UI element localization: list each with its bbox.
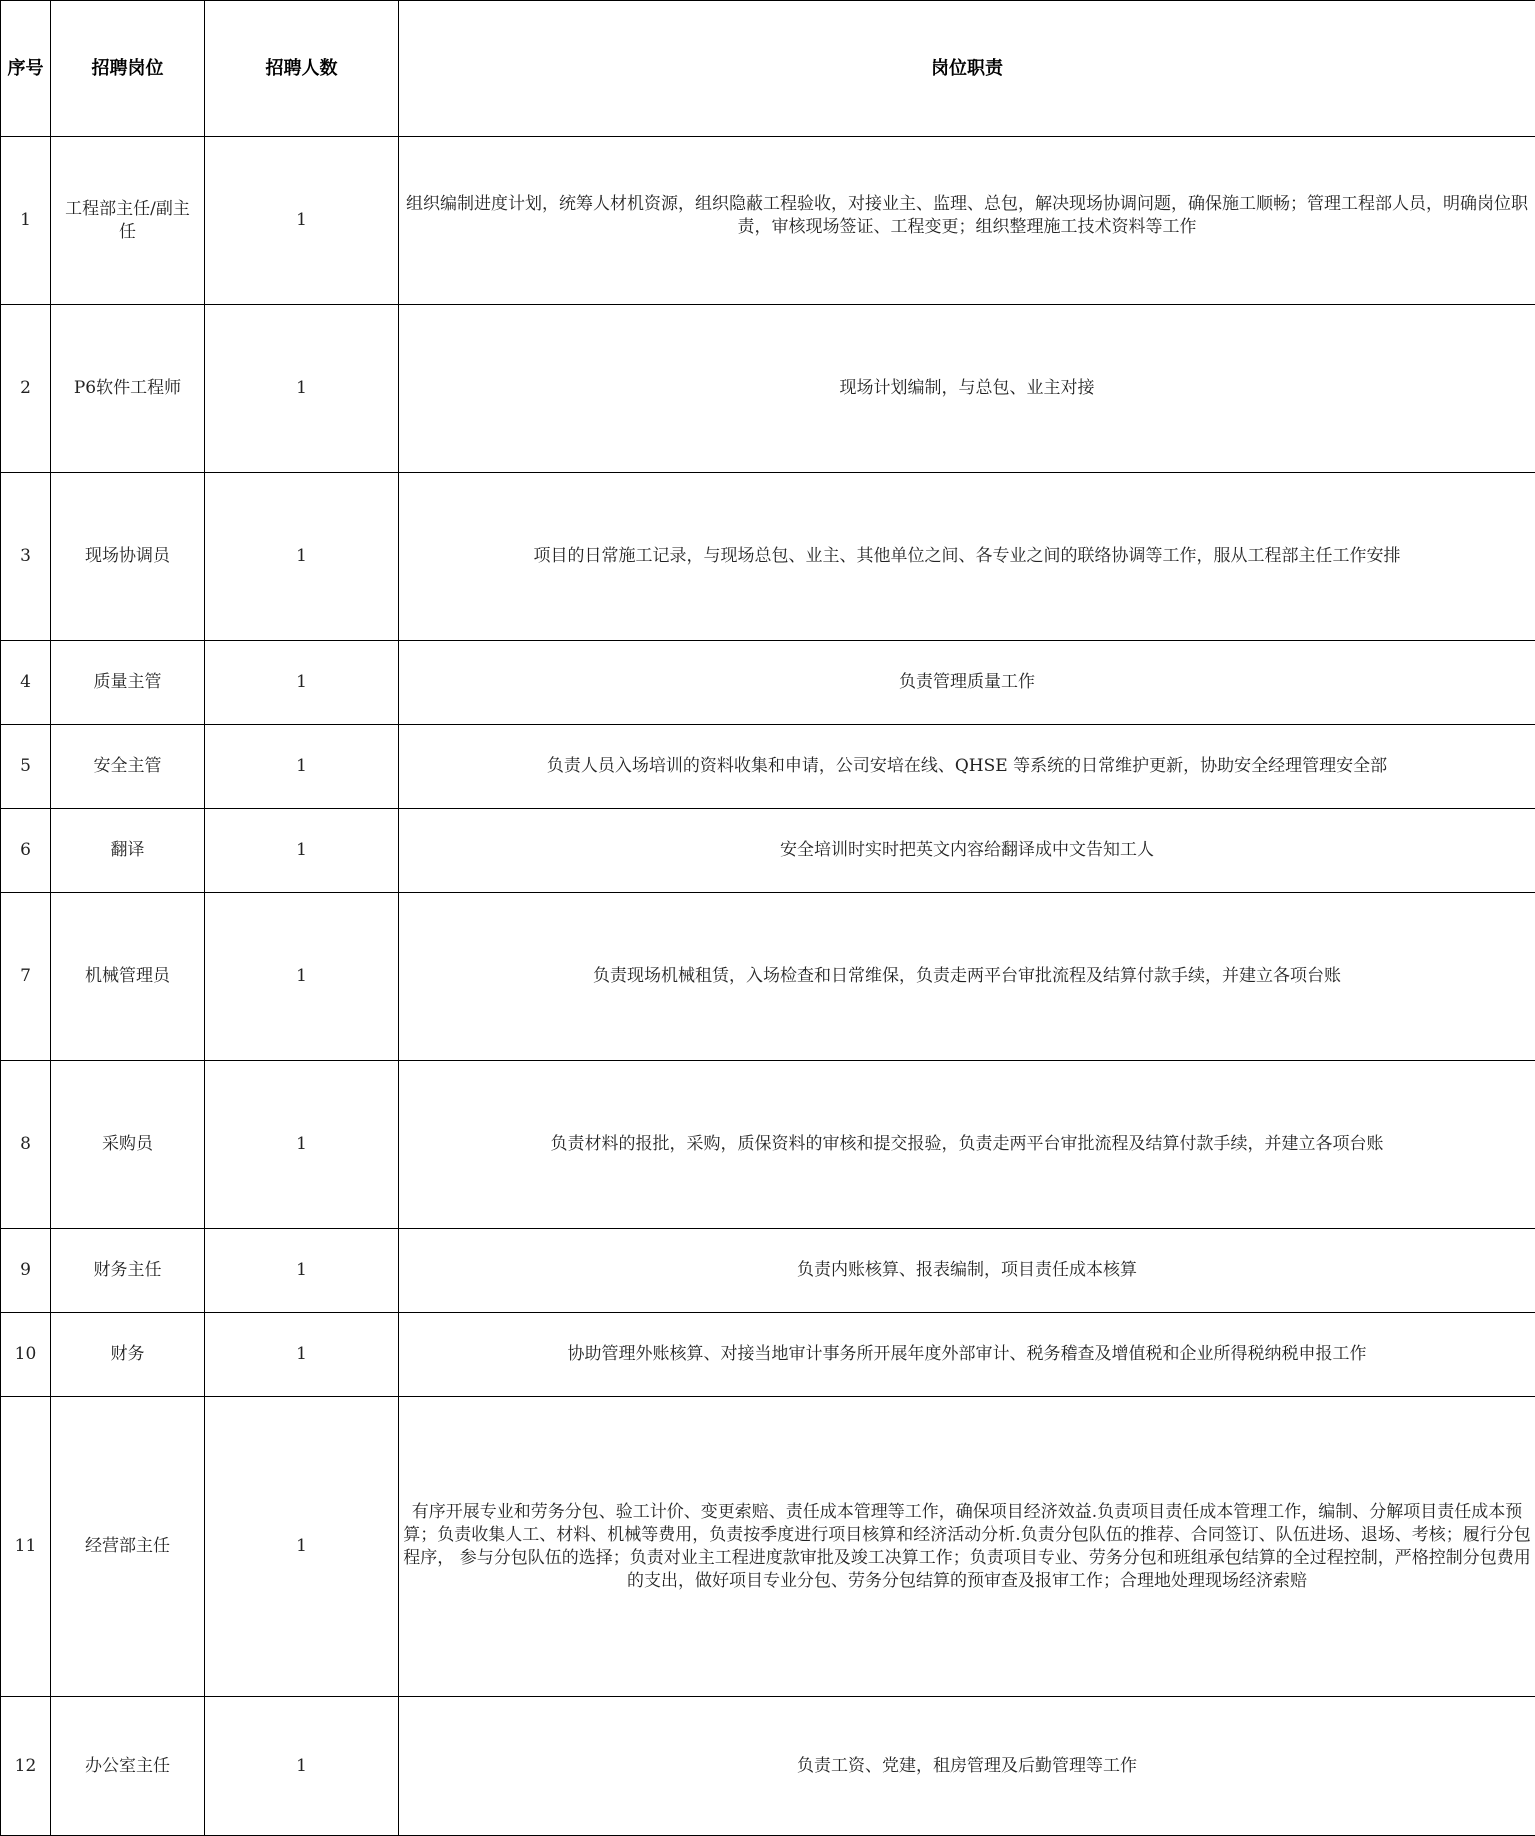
cell-position: 现场协调员 [51, 473, 205, 641]
cell-duty: 负责材料的报批，采购，质保资料的审核和提交报验，负责走两平台审批流程及结算付款手续，并建立各项台账 [399, 1061, 1535, 1229]
cell-duty: 现场计划编制，与总包、业主对接 [399, 305, 1535, 473]
cell-serial-number: 7 [1, 893, 51, 1061]
cell-serial-number: 1 [1, 137, 51, 305]
table-row [1, 641, 1535, 725]
cell-duty: 项目的日常施工记录，与现场总包、业主、其他单位之间、各专业之间的联络协调等工作，服从工程部主任工作安排 [399, 473, 1535, 641]
table-row [1, 305, 1535, 473]
cell-serial-number: 2 [1, 305, 51, 473]
cell-duty: 安全培训时实时把英文内容给翻译成中文告知工人 [399, 809, 1535, 893]
header-serial-number: 序号 [1, 1, 51, 137]
table-row [1, 725, 1535, 809]
cell-duty: 负责人员入场培训的资料收集和申请，公司安培在线、QHSE 等系统的日常维护更新，协助安全经理管理安全部 [399, 725, 1535, 809]
cell-position: 质量主管 [51, 641, 205, 725]
cell-position: 财务主任 [51, 1229, 205, 1313]
cell-serial-number: 11 [1, 1397, 51, 1697]
cell-count: 1 [205, 473, 399, 641]
cell-position: 财务 [51, 1313, 205, 1397]
cell-position: 翻译 [51, 809, 205, 893]
table-row [1, 1229, 1535, 1313]
cell-count: 1 [205, 1697, 399, 1836]
cell-duty: 负责内账核算、报表编制，项目责任成本核算 [399, 1229, 1535, 1313]
cell-count: 1 [205, 809, 399, 893]
cell-count: 1 [205, 725, 399, 809]
cell-position: 经营部主任 [51, 1397, 205, 1697]
cell-serial-number: 5 [1, 725, 51, 809]
cell-count: 1 [205, 137, 399, 305]
cell-count: 1 [205, 641, 399, 725]
cell-position: 机械管理员 [51, 893, 205, 1061]
cell-position: 办公室主任 [51, 1697, 205, 1836]
table-row [1, 137, 1535, 305]
header-position: 招聘岗位 [51, 1, 205, 137]
cell-serial-number: 4 [1, 641, 51, 725]
cell-position: P6软件工程师 [51, 305, 205, 473]
cell-count: 1 [205, 305, 399, 473]
cell-count: 1 [205, 1313, 399, 1397]
table-row [1, 1697, 1535, 1836]
cell-count: 1 [205, 1229, 399, 1313]
table-row [1, 1313, 1535, 1397]
cell-duty: 负责工资、党建，租房管理及后勤管理等工作 [399, 1697, 1535, 1836]
header-duty: 岗位职责 [399, 1, 1535, 137]
cell-position: 工程部主任/副主任 [51, 137, 205, 305]
table-row [1, 893, 1535, 1061]
cell-serial-number: 10 [1, 1313, 51, 1397]
table-row [1, 473, 1535, 641]
cell-count: 1 [205, 893, 399, 1061]
cell-duty: 有序开展专业和劳务分包、验工计价、变更索赔、责任成本管理等工作，确保项目经济效益.负责项目责任成本管理工作，编制、分解项目责任成本预算；负责收集人工、材料、机械等费用，负责按季度进行项目核算和经济活动分析.负责分包队伍的推荐、合同签订、队伍进场、退场、考核；履行分包程序， 参与分包队伍的选择；负责对业主工程进度款审批及竣工决算工作；负责项目专业、劳务分包和班组承包结算的全过程控制，严格控制分包费用的支出，做好项目专业分包、劳务分包结算的预审查及报审工作；合理地处理现场经济索赔 [399, 1397, 1535, 1697]
cell-serial-number: 6 [1, 809, 51, 893]
cell-count: 1 [205, 1061, 399, 1229]
cell-serial-number: 9 [1, 1229, 51, 1313]
table-row [1, 1397, 1535, 1697]
cell-serial-number: 12 [1, 1697, 51, 1836]
cell-count: 1 [205, 1397, 399, 1697]
cell-duty: 负责管理质量工作 [399, 641, 1535, 725]
cell-position: 安全主管 [51, 725, 205, 809]
table-header-row [1, 1, 1535, 137]
table-row [1, 1061, 1535, 1229]
cell-serial-number: 3 [1, 473, 51, 641]
cell-serial-number: 8 [1, 1061, 51, 1229]
table-row [1, 809, 1535, 893]
cell-position: 采购员 [51, 1061, 205, 1229]
cell-duty: 协助管理外账核算、对接当地审计事务所开展年度外部审计、税务稽查及增值税和企业所得税纳税申报工作 [399, 1313, 1535, 1397]
header-count: 招聘人数 [205, 1, 399, 137]
cell-duty: 负责现场机械租赁，入场检查和日常维保，负责走两平台审批流程及结算付款手续，并建立各项台账 [399, 893, 1535, 1061]
cell-duty: 组织编制进度计划，统筹人材机资源，组织隐蔽工程验收，对接业主、监理、总包，解决现场协调问题，确保施工顺畅；管理工程部人员，明确岗位职责，审核现场签证、工程变更；组织整理施工技术资料等工作 [399, 137, 1535, 305]
